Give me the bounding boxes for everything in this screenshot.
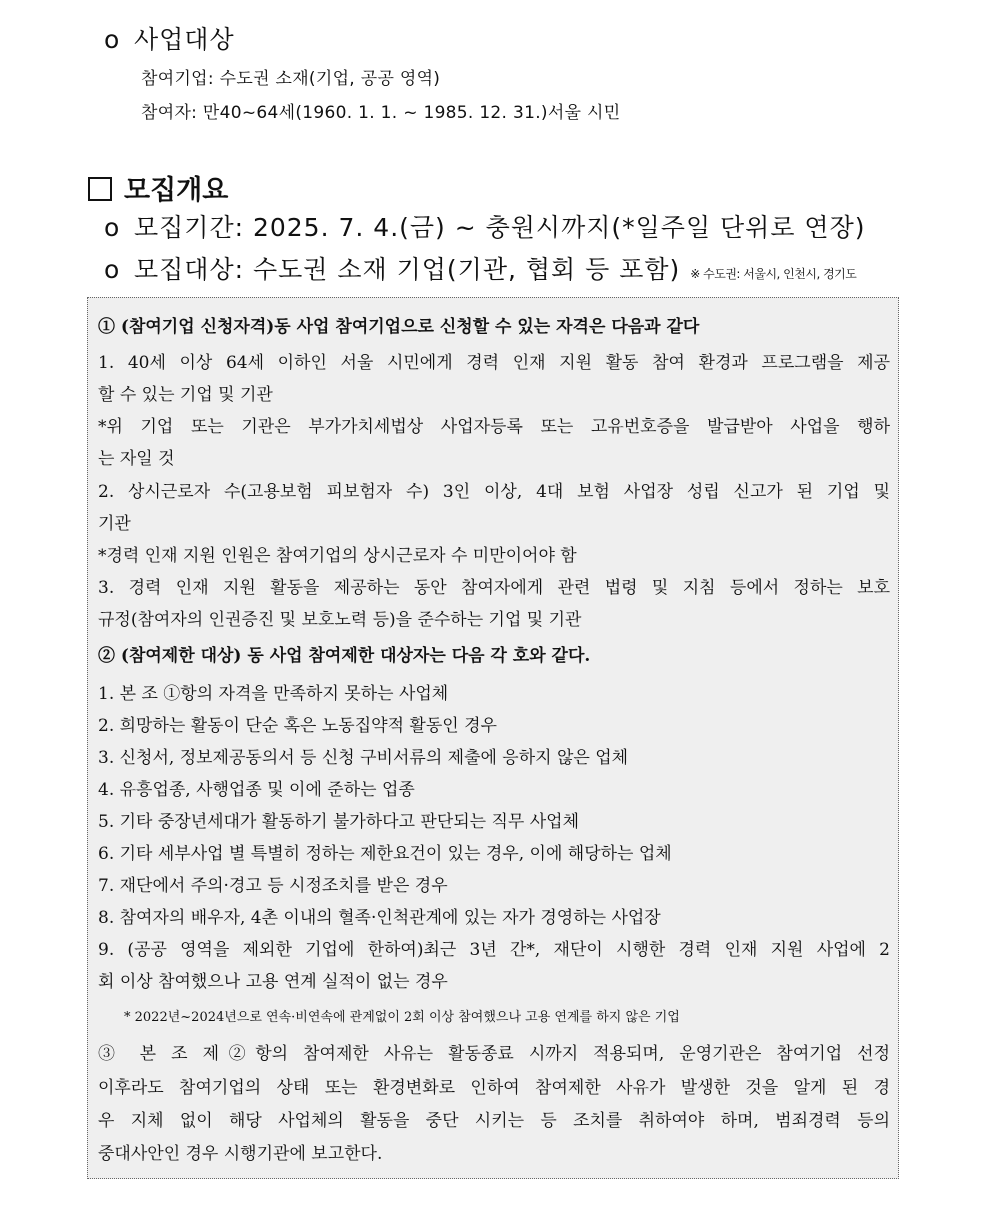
participating-companies-line: 참여기업: 수도권 소재(기업, 공공 영역) (141, 69, 441, 89)
recruitment-period-line (104, 208, 866, 244)
clause-1-item-1-cont: 할 수 있는 기업 및 기관 (98, 385, 273, 405)
capital-area-note: ※ 수도권: 서울시, 인천시, 경기도 (690, 267, 857, 281)
clause-1-heading: ① (참여기업 신청자격)동 사업 참여기업으로 신청할 수 있는 자격은 다음과 같다 (98, 317, 700, 337)
recruitment-target-line (104, 250, 856, 286)
section-heading-text: 모집개요 (124, 175, 229, 206)
clause-2-item-8: 8. 참여자의 배우자, 4촌 이내의 혈족·인척관계에 있는 자가 경영하는 사업장 (98, 908, 661, 928)
clause-1-item-3-cont: 규정(참여자의 인권증진 및 보호노력 등)을 준수하는 기업 및 기관 (98, 610, 582, 630)
recruitment-period-text: 모집기간: 2025. 7. 4.(금) ~ 충원시까지(*일주일 단위로 연장) (134, 213, 866, 242)
clause-1-note-1: *위 기업 또는 기관은 부가가치세법상 사업자등록 또는 고유번호증을 발급받아 사업을 행하 (98, 417, 890, 437)
clause-3-line-1: ③ 본 조 제②항의 참여제한 사유는 활동종료 시까지 적용되며, 운영기관은 참여기업 선정 (98, 1044, 890, 1064)
clause-2-item-1: 1. 본 조 ①항의 자격을 만족하지 못하는 사업체 (98, 684, 449, 704)
clause-2-item-6: 6. 기타 세부사업 별 특별히 정하는 제한요건이 있는 경우, 이에 해당하는 업체 (98, 844, 672, 864)
participants-line: 참여자: 만40~64세(1960. 1. 1. ~ 1985. 12. 31.)서울 시민 (141, 103, 621, 123)
clause-2-item-5: 5. 기타 중장년세대가 활동하기 불가하다고 판단되는 직무 사업체 (98, 812, 580, 832)
bullet: o (104, 255, 121, 284)
clause-1-item-1: 1. 40세 이상 64세 이하인 서울 시민에게 경력 인재 지원 활동 참여 환경과 프로그램을 제공 (98, 353, 890, 373)
clause-1-item-3: 3. 경력 인재 지원 활동을 제공하는 동안 참여자에게 관련 법령 및 지침 등에서 정하는 보호 (98, 578, 890, 598)
checkbox-square-icon (88, 177, 112, 201)
clause-2-item-2: 2. 희망하는 활동이 단순 혹은 노동집약적 활동인 경우 (98, 716, 497, 736)
bullet: o (104, 213, 121, 242)
clause-3-line-2: 이후라도 참여기업의 상태 또는 환경변화로 인하여 참여제한 사유가 발생한 것을 알게 된 경 (98, 1078, 890, 1098)
clause-2-item-3: 3. 신청서, 정보제공동의서 등 신청 구비서류의 제출에 응하지 않은 업체 (98, 748, 629, 768)
clause-2-item-4: 4. 유흥업종, 사행업종 및 이에 준하는 업종 (98, 780, 415, 800)
clause-3-line-4: 중대사안인 경우 시행기관에 보고한다. (98, 1144, 383, 1164)
clause-2-footnote: * 2022년~2024년으로 연속·비연속에 관계없이 2회 이상 참여했으나 고용 연계를 하지 않은 기업 (124, 1010, 680, 1025)
clause-1-note-1-cont: 는 자일 것 (98, 449, 175, 469)
clause-3-line-3: 우 지체 없이 해당 사업체의 활동을 중단 시키는 등 조치를 취하여야 하며, 범죄경력 등의 (98, 1111, 890, 1131)
section-heading-recruitment-overview (88, 168, 228, 207)
clause-2-item-9-cont: 회 이상 참여했으나 고용 연계 실적이 없는 경우 (98, 972, 448, 992)
clause-1-item-2-cont: 기관 (98, 514, 131, 534)
clause-2-item-9: 9. (공공 영역을 제외한 기업에 한하여)최근 3년 간*, 재단이 시행한 경력 인재 지원 사업에 2 (98, 940, 890, 960)
section-heading-business-target (104, 20, 235, 56)
clause-1-item-2: 2. 상시근로자 수(고용보험 피보험자 수) 3인 이상, 4대 보험 사업장 성립 신고가 된 기업 및 (98, 482, 890, 502)
eligibility-terms-box (87, 297, 899, 1179)
recruitment-target-text: 모집대상: 수도권 소재 기업(기관, 협회 등 포함) (134, 255, 681, 284)
bullet: o (104, 25, 121, 54)
clause-2-item-7: 7. 재단에서 주의·경고 등 시정조치를 받은 경우 (98, 876, 448, 896)
section-heading-text: 사업대상 (134, 25, 235, 54)
clause-2-heading: ② (참여제한 대상) 동 사업 참여제한 대상자는 다음 각 호와 같다. (98, 646, 591, 666)
clause-1-note-2: *경력 인재 지원 인원은 참여기업의 상시근로자 수 미만이어야 함 (98, 546, 577, 566)
